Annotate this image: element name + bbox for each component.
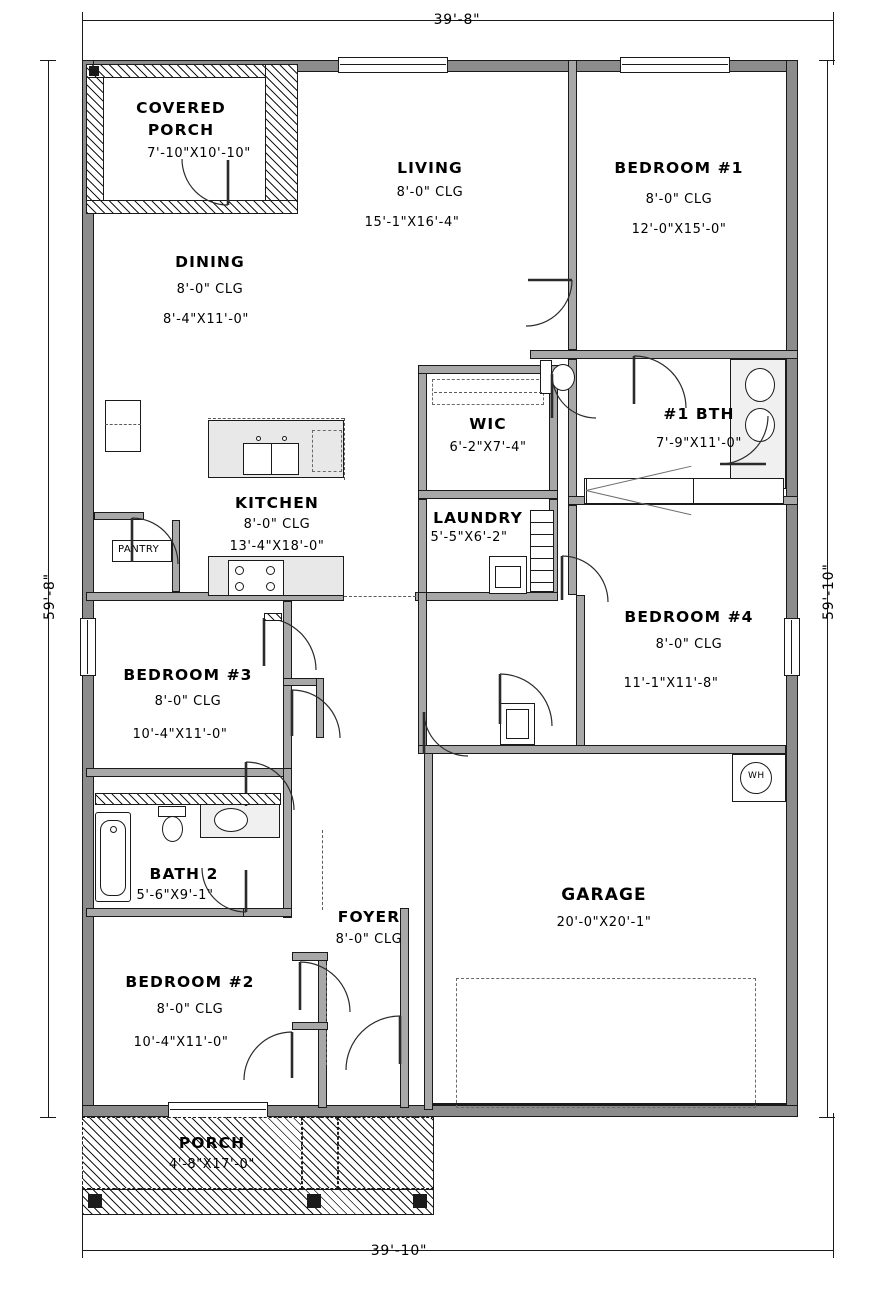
window-bedroom3-left-mullion — [87, 620, 88, 674]
window-bedroom3-left — [80, 618, 96, 676]
dimension-tick-left-top — [40, 60, 56, 61]
water-heater-label: WH — [748, 771, 765, 781]
wall-bedroom3-closet-right — [316, 678, 324, 738]
porch-size: 4'-8"X17'-0" — [169, 1157, 255, 1172]
range-burner-2 — [266, 566, 275, 575]
bedroom-4-ceiling: 8'-0" CLG — [655, 637, 723, 652]
wic-size: 6'-2"X7'-4" — [449, 440, 527, 455]
pantry-label: PANTRY — [118, 544, 160, 555]
laundry-shelf-line-3 — [530, 546, 554, 547]
bedroom-1-ceiling: 8'-0" CLG — [645, 192, 713, 207]
bedroom-2-ceiling: 8'-0" CLG — [156, 1002, 224, 1017]
extension-line-left-top — [82, 20, 83, 65]
kitchen-ceiling: 8'-0" CLG — [243, 517, 311, 532]
wall-bedroom4-hall-left — [576, 595, 585, 750]
dimension-bottom-label: 39'-10" — [370, 1243, 428, 1259]
wall-bedroom2-closet — [292, 1022, 328, 1030]
wall-kitchen-opening-dashed — [344, 596, 416, 597]
wall-bedroom3-bottom — [86, 768, 292, 777]
kitchen-range — [228, 560, 284, 596]
kitchen-upper-cabinet — [312, 430, 342, 472]
bedroom-3-ceiling: 8'-0" CLG — [154, 694, 222, 709]
dining-ceiling: 8'-0" CLG — [176, 282, 244, 297]
wic-label: WIC — [469, 415, 507, 433]
porch-post-right — [413, 1194, 427, 1208]
wall-laundry-left — [418, 499, 427, 599]
sink-bath1-lower — [745, 408, 775, 442]
covered-porch-size: 7'-10"X10'-10" — [147, 146, 251, 161]
garage-size: 20'-0"X20'-1" — [556, 915, 652, 930]
porch-slab-right — [338, 1117, 434, 1189]
sink-bath2 — [214, 808, 248, 832]
bedroom-1-size: 12'-0"X15'-0" — [631, 222, 727, 237]
wic-rod-dashed — [434, 392, 542, 393]
water-heater-platform — [732, 754, 786, 802]
wall-bedroom4-left — [568, 505, 577, 595]
dimension-top-label: 39'-8" — [433, 12, 481, 28]
laundry-label: LAUNDRY — [433, 509, 523, 527]
covered-porch-label-line1: COVERED — [136, 99, 226, 117]
dimension-right-label: 59'-10" — [821, 563, 837, 620]
wall-bath2-right — [283, 768, 292, 918]
foyer-label: FOYER — [337, 908, 401, 926]
bedroom-4-size: 11'-1"X11'-8" — [623, 676, 719, 691]
laundry-shelf-line-6 — [530, 582, 554, 583]
kitchen-soffit-dashed — [344, 418, 345, 480]
wall-bedroom1-living — [568, 60, 577, 350]
porch-post-left — [88, 1194, 102, 1208]
bath-2-size: 5'-6"X9'-1" — [136, 888, 214, 903]
dining-soffit-dashed — [208, 418, 344, 419]
extension-line-right-top — [833, 20, 834, 65]
porch-step-band — [82, 1189, 434, 1215]
wall-wic-top — [418, 365, 558, 374]
wall-laundry-bottom — [418, 592, 558, 601]
laundry-washer-inner — [495, 566, 521, 588]
laundry-shelf-line-2 — [530, 534, 554, 535]
dimension-left-label: 59'-8" — [42, 573, 58, 620]
kitchen-label: KITCHEN — [235, 494, 319, 512]
closet-shelf-bedroom4-inner — [506, 709, 529, 739]
toilet-bath1-bowl — [551, 364, 575, 391]
living-label: LIVING — [397, 159, 463, 177]
bath-2-label: BATH 2 — [149, 865, 219, 883]
window-bedroom4-right-mullion — [791, 620, 792, 674]
porch-label: PORCH — [178, 1134, 246, 1152]
window-bedroom2-bottom-mullion — [170, 1109, 266, 1110]
wall-bedroom1-bottom — [530, 350, 798, 359]
window-living-top — [338, 57, 448, 73]
dimension-line-bottom-2 — [434, 1250, 834, 1251]
extension-line-right-bottom — [833, 1113, 834, 1253]
bedroom-3-label: BEDROOM #3 — [123, 666, 253, 684]
foyer-ceiling: 8'-0" CLG — [335, 932, 403, 947]
kitchen-sink-divider — [271, 443, 272, 475]
kitchen-faucet-left — [256, 436, 261, 441]
garage-door-swing-area — [456, 978, 756, 1108]
window-living-top-mullion — [340, 64, 446, 65]
porch-outline-right — [433, 1117, 434, 1215]
bath-1-label: #1 BTH — [663, 405, 735, 423]
wall-bedroom3-right — [283, 601, 292, 776]
window-bedroom4-right — [784, 618, 800, 676]
exterior-wall-right — [786, 60, 798, 1117]
wall-hall-left — [418, 592, 427, 752]
range-burner-1 — [235, 566, 244, 575]
wall-wic-bottom — [418, 490, 558, 499]
bedroom-3-size: 10'-4"X11'-0" — [132, 727, 228, 742]
range-burner-4 — [266, 582, 275, 591]
garage-label: GARAGE — [561, 885, 647, 905]
living-size: 15'-1"X16'-4" — [364, 215, 460, 230]
covered-porch-label-line2: PORCH — [147, 121, 215, 139]
bedroom-4-label: BEDROOM #4 — [624, 608, 754, 626]
laundry-size: 5'-5"X6'-2" — [430, 530, 508, 545]
wall-bath2-bottom-2 — [243, 908, 292, 917]
bedroom-2-size: 10'-4"X11'-0" — [133, 1035, 229, 1050]
threshold-bedroom3-door — [264, 613, 282, 621]
tub-bath2-drain — [110, 826, 117, 833]
window-bedroom1-top-mullion — [622, 64, 728, 65]
refrigerator — [105, 400, 141, 452]
toilet-bath2-bowl — [162, 816, 183, 842]
foyer-opening-dashed-2 — [326, 965, 327, 1065]
bedroom-1-label: BEDROOM #1 — [614, 159, 744, 177]
wall-bath2-bottom — [86, 908, 246, 917]
sink-bath1-upper — [745, 368, 775, 402]
dining-label: DINING — [175, 253, 245, 271]
kitchen-size: 13'-4"X18'-0" — [229, 539, 325, 554]
dining-size: 8'-4"X11'-0" — [163, 312, 249, 327]
foyer-opening-dashed-1 — [322, 830, 323, 910]
porch-slab-mid — [302, 1117, 338, 1189]
living-ceiling: 8'-0" CLG — [396, 185, 464, 200]
refrigerator-line — [105, 424, 141, 425]
covered-porch-wall-bottom — [86, 200, 298, 214]
bedroom-2-label: BEDROOM #2 — [125, 973, 255, 991]
exterior-wall-left — [82, 60, 94, 1117]
laundry-shelf-line-4 — [530, 558, 554, 559]
wall-pantry-top — [94, 512, 144, 520]
threshold-bath2-upper — [95, 793, 281, 805]
porch-slab-left — [82, 1117, 302, 1189]
dimension-tick-left-bottom — [40, 1117, 56, 1118]
range-burner-3 — [235, 582, 244, 591]
wall-garage-left — [424, 745, 433, 1110]
covered-porch-corner-post — [89, 66, 99, 76]
laundry-shelf-line-5 — [530, 570, 554, 571]
wall-garage-top — [424, 745, 786, 754]
wall-bedroom2-top — [292, 952, 328, 961]
shower-bath1 — [586, 478, 694, 504]
covered-porch-wall-left — [86, 64, 104, 214]
laundry-shelf-line-1 — [530, 522, 554, 523]
kitchen-faucet-right — [282, 436, 287, 441]
wall-pantry-right — [172, 520, 180, 592]
covered-porch-wall-right — [265, 64, 298, 214]
porch-post-mid — [307, 1194, 321, 1208]
window-bedroom1-top — [620, 57, 730, 73]
window-bedroom2-bottom — [168, 1102, 268, 1118]
bath-1-size: 7'-9"X11'-0" — [656, 436, 742, 451]
garage-slab-edge — [433, 1103, 787, 1105]
